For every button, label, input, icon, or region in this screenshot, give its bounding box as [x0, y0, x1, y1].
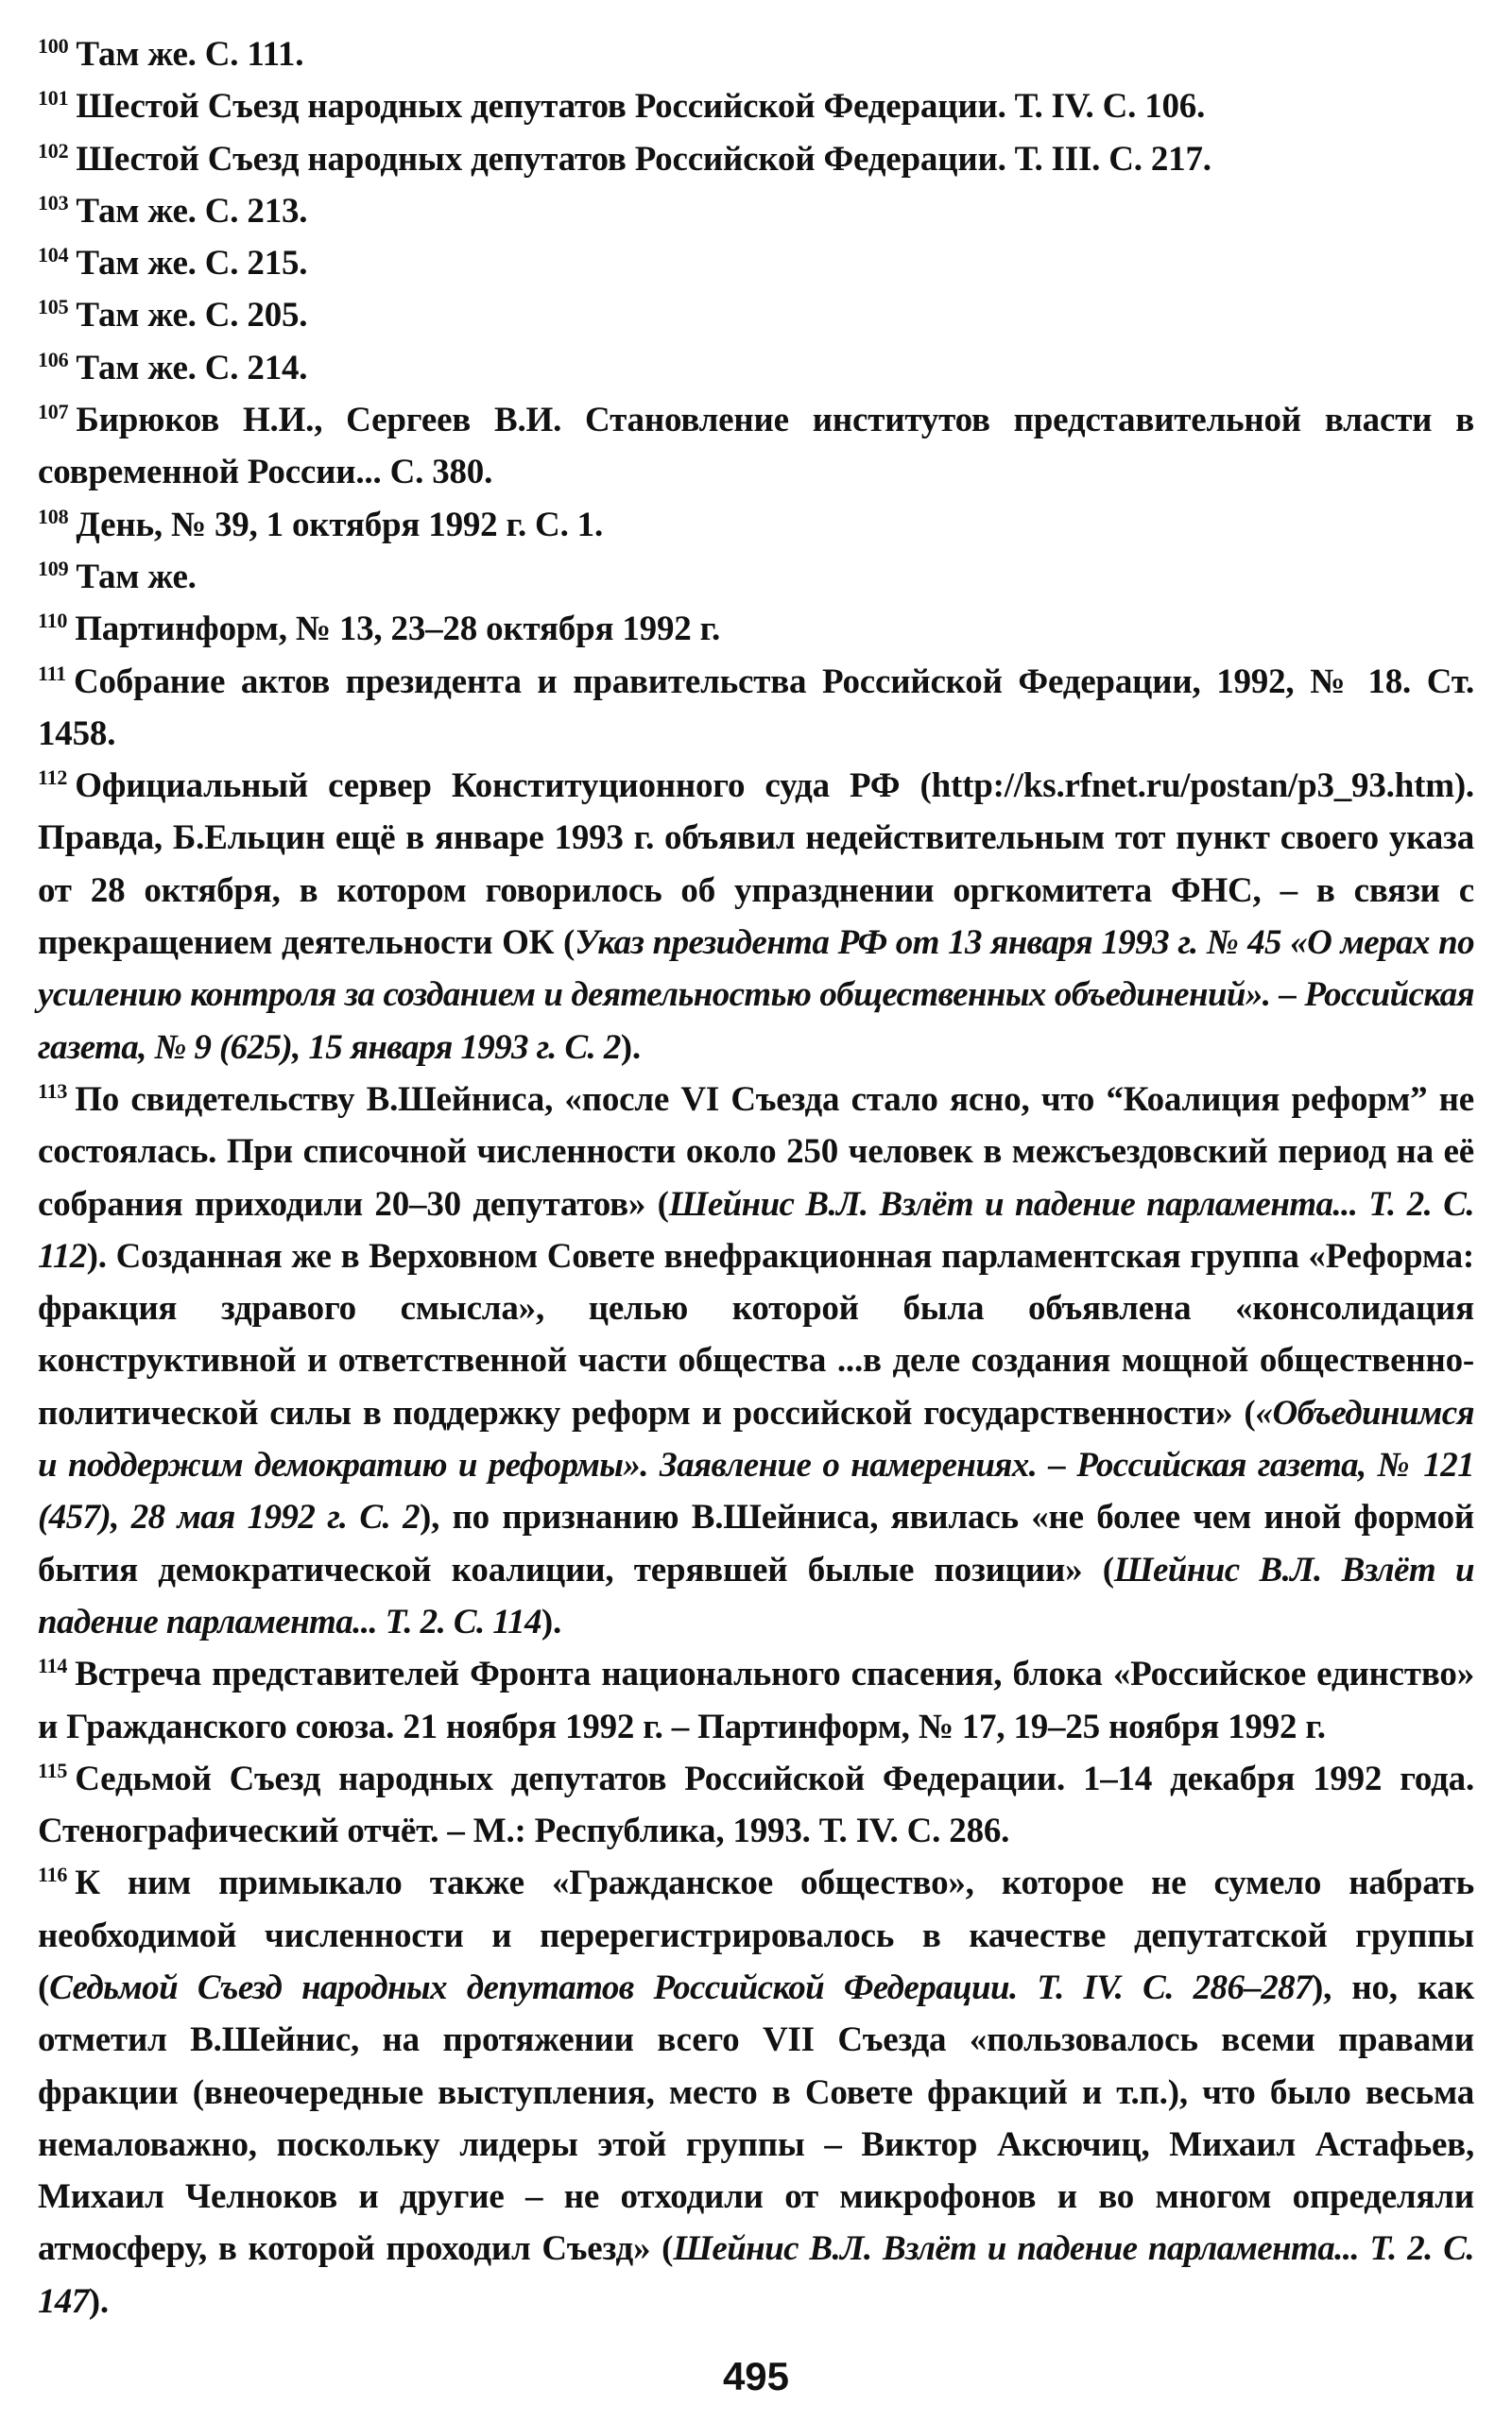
footnote-text: Там же. — [76, 557, 197, 596]
footnote-102 — [38, 133, 1474, 185]
footnote-text: Официальный сервер Конституционного суда РФ (http://ks.rfnet.ru/postan/p3_93.htm). Правда, Б.Ельцин ещё в январе 1993 г. объявил недействительным тот пункт своего указа от 28 октября, в котором говорилось об упразднении оргкомитета ФНС, – в связи с прекращением деятельности ОК ( — [38, 766, 1474, 963]
footnote-number: 116 — [38, 1863, 68, 1887]
footnote-text: ). — [88, 2281, 109, 2321]
footnote-text: Собрание актов президента и правительства Российской Федерации, 1992, № 18. Ст. 1458. — [38, 662, 1474, 753]
footnote-number: 104 — [38, 243, 69, 267]
footnote-100 — [38, 28, 1474, 80]
footnote-number: 110 — [38, 609, 68, 633]
footnote-101 — [38, 80, 1474, 132]
footnote-text: Бирюков Н.И., Сергеев В.И. Становление институтов представительной власти в современной России... С. 380. — [38, 401, 1474, 492]
footnote-113 — [38, 1074, 1474, 1648]
footnote-106 — [38, 342, 1474, 394]
footnote-citation-italic: «Объединимся и поддержим демократию и реформы». Заявление о намерениях. – Российская газета, № 121 (457), 28 мая 1992 г. С. 2 — [38, 1393, 1474, 1538]
footnote-citation-italic: Шейнис В.Л. Взлёт и падение парламента... Т. 2. С. 112 — [38, 1184, 1474, 1276]
footnote-citation-italic: Шейнис В.Л. Взлёт и падение парламента... Т. 2. С. 114 — [38, 1550, 1474, 1641]
footnote-text: Там же. С. 205. — [76, 296, 308, 335]
footnote-text: Там же. С. 214. — [76, 348, 308, 387]
footnote-number: 108 — [38, 504, 69, 528]
footnote-number: 102 — [38, 138, 69, 163]
footnote-text: Седьмой Съезд народных депутатов Российской Федерации. 1–14 декабря 1992 года. Стенографический отчёт. – М.: Республика, 1993. Т. IV. С. 286. — [38, 1759, 1474, 1851]
footnote-107 — [38, 394, 1474, 499]
footnote-text: Там же. С. 215. — [76, 244, 308, 284]
footnote-text: ). — [541, 1602, 562, 1641]
footnote-number: 106 — [38, 347, 69, 371]
footnote-text: ). — [620, 1027, 641, 1067]
footnote-text: К ним примыкало также «Гражданское общество», которое не сумело набрать необходимой численности и перерегистрировалось в качестве депутатской группы ( — [38, 1864, 1474, 2007]
footnote-text: Встреча представителей Фронта национального спасения, блока «Российское единство» и Гражданского союза. 21 ноября 1992 г. – Партинформ, № 17, 19–25 ноября 1992 г. — [38, 1655, 1474, 1746]
footnote-text: ). Созданная же в Верховном Совете внефракционная парламентская группа «Реформа: фракция здравого смысла», целью которой была объявлена «консолидация конструктивной и ответственной части общества ...в деле создания мощной общественно-политической силы в поддержку реформ и российской государственности» ( — [38, 1236, 1474, 1433]
footnote-text: ), но, как отметил В.Шейнис, на протяжении всего VII Съезда «пользовалось всеми правами фракции (внеочередные выступления, место в Совете фракций и т.п.), что было весьма немаловажно, поскольку лидеры этой группы – Виктор Аксючиц, Михаил Астафьев, Михаил Челноков и другие – не отходили от микрофонов и во многом определяли атмосферу, в которой проходил Съезд» ( — [38, 1968, 1475, 2269]
footnote-104 — [38, 237, 1474, 289]
footnote-number: 113 — [38, 1078, 68, 1103]
footnote-number: 115 — [38, 1758, 68, 1782]
footnote-108 — [38, 499, 1474, 551]
footnote-citation-italic: Шейнис В.Л. Взлёт и падение парламента... Т. 2. С. 147 — [38, 2229, 1474, 2321]
page-number: 495 — [722, 2354, 790, 2398]
footnote-text: Там же. С. 111. — [76, 35, 304, 74]
footnote-citation-italic: Указ президента РФ от 13 января 1993 г. № 45 «О мерах по усилению контроля за созданием и деятельностью общественных объединений». – Российская газета, № 9 (625), 15 января 1993 г. С. 2 — [38, 923, 1474, 1067]
footnote-number: 114 — [38, 1654, 68, 1678]
footnote-number: 103 — [38, 190, 69, 215]
footnote-number: 101 — [38, 86, 69, 111]
footnote-114 — [38, 1648, 1474, 1753]
footnote-number: 109 — [38, 556, 69, 580]
footnote-text: По свидетельству В.Шейниса, «после VI Съезда стало ясно, что “Коалиция реформ” не состоялась. При списочной численности около 250 человек в межсъездовский период на её собрания приходили 20–30 депутатов» ( — [38, 1079, 1474, 1224]
footnote-number: 112 — [38, 765, 68, 790]
footnote-text: Шестой Съезд народных депутатов Российской Федерации. Т. IV. С. 106. — [76, 87, 1206, 127]
footnote-text: Шестой Съезд народных депутатов Российской Федерации. Т. III. С. 217. — [76, 139, 1211, 179]
footnote-number: 100 — [38, 34, 69, 58]
footnote-number: 107 — [38, 400, 69, 424]
footnote-105 — [38, 289, 1474, 341]
footnote-103 — [38, 185, 1474, 237]
footnote-citation-italic: Седьмой Съезд народных депутатов Российской Федерации. Т. IV. С. 286–287 — [49, 1968, 1312, 2007]
footnote-115 — [38, 1753, 1474, 1858]
footnotes-list — [38, 28, 1474, 2328]
footnote-text: ), по признанию В.Шейниса, явилась «не более чем иной формой бытия демократической коалиции, терявшей былые позиции» ( — [38, 1498, 1474, 1590]
footnote-text: Партинформ, № 13, 23–28 октября 1992 г. — [75, 610, 721, 649]
footnote-text: Там же. С. 213. — [76, 191, 308, 231]
footnote-116 — [38, 1857, 1474, 2328]
footnote-text: День, № 39, 1 октября 1992 г. С. 1. — [76, 505, 604, 544]
footnote-112 — [38, 760, 1474, 1074]
footnote-number: 111 — [38, 661, 66, 685]
footnote-number: 105 — [38, 295, 69, 319]
footnote-110 — [38, 603, 1474, 655]
footnote-109 — [38, 551, 1474, 603]
footnote-111 — [38, 656, 1474, 761]
